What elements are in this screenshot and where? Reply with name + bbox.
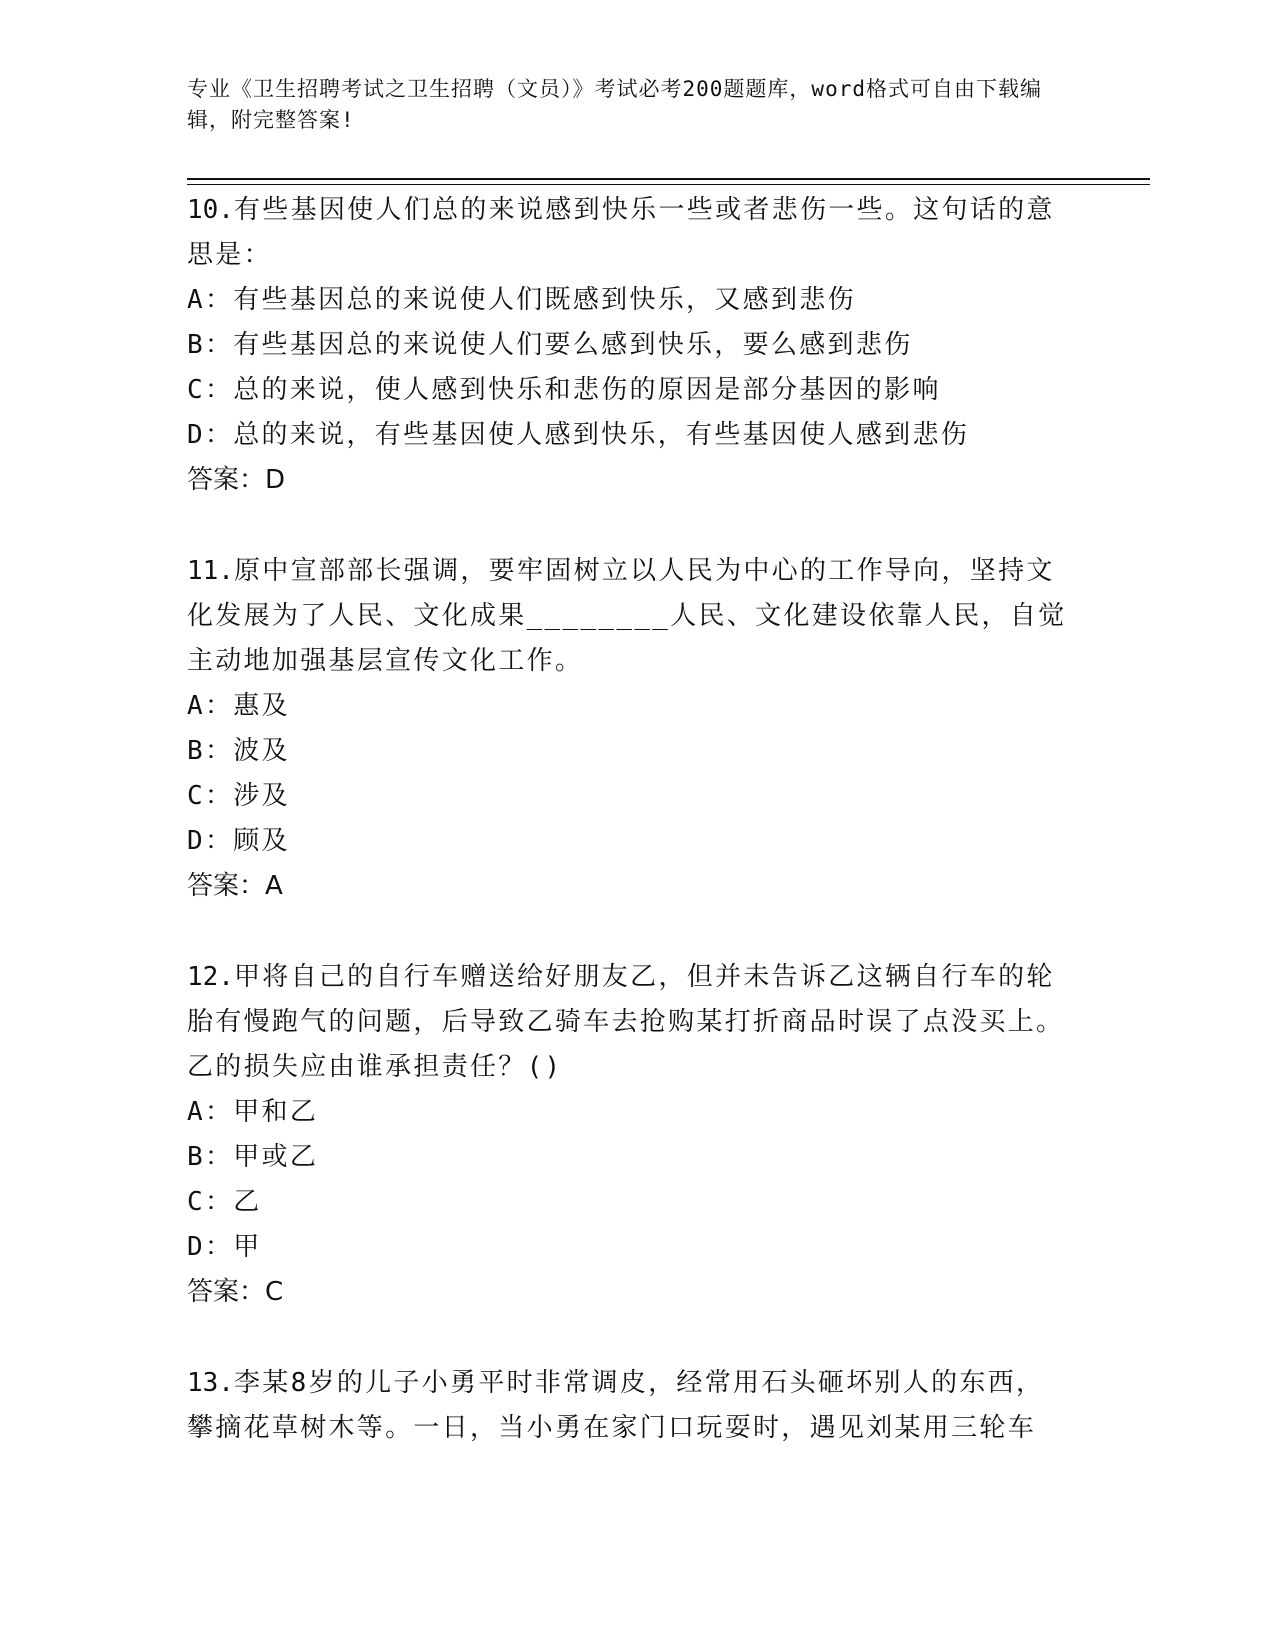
- option-b: B：有些基因总的来说使人们要么感到快乐，要么感到悲伤: [187, 330, 913, 360]
- option-a: A：有些基因总的来说使人们既感到快乐，又感到悲伤: [187, 285, 856, 315]
- question-number: 11.: [187, 556, 234, 586]
- question-stem: [187, 1361, 1067, 1451]
- question-list: [187, 188, 1067, 1497]
- option-a: A：甲和乙: [187, 1097, 319, 1127]
- question-text: 原中宣部部长强调，要牢固树立以人民为中心的工作导向，坚持文化发展为了人民、文化成果________人民、文化建设依靠人民，自觉主动地加强基层宣传文化工作。: [187, 556, 1067, 676]
- question-number: 10.: [187, 195, 234, 225]
- option-c: C：涉及: [187, 781, 290, 811]
- option-a: A：惠及: [187, 691, 290, 721]
- question-text: 甲将自己的自行车赠送给好朋友乙，但并未告诉乙这辆自行车的轮胎有慢跑气的问题，后导致乙骑车去抢购某打折商品时误了点没买上。乙的损失应由谁承担责任？(): [187, 962, 1065, 1082]
- question-stem: [187, 955, 1067, 1090]
- header-divider-thin: [187, 184, 1150, 185]
- question-12: [187, 955, 1067, 1315]
- question-stem: [187, 549, 1067, 684]
- answer-line: 答案：C: [187, 1277, 284, 1307]
- option-d: D：总的来说，有些基因使人感到快乐，有些基因使人感到悲伤: [187, 420, 970, 450]
- question-number: 13.: [187, 1368, 234, 1398]
- option-c: C：总的来说，使人感到快乐和悲伤的原因是部分基因的影响: [187, 375, 941, 405]
- answer-line: 答案：D: [187, 465, 286, 495]
- question-number: 12.: [187, 962, 234, 992]
- question-11: [187, 549, 1067, 909]
- option-d: D：甲: [187, 1232, 262, 1262]
- question-text: 李某8岁的儿子小勇平时非常调皮，经常用石头砸坏别人的东西，攀摘花草树木等。一日，当小勇在家门口玩耍时，遇见刘某用三轮车: [187, 1368, 1045, 1443]
- question-10: [187, 188, 1067, 503]
- option-b: B：波及: [187, 736, 290, 766]
- option-b: B：甲或乙: [187, 1142, 319, 1172]
- header-divider-thick: [187, 178, 1150, 180]
- document-header: 专业《卫生招聘考试之卫生招聘（文员）》考试必考200题题库，word格式可自由下载编辑，附完整答案!: [187, 77, 1042, 132]
- answer-line: 答案：A: [187, 871, 283, 901]
- option-d: D：顾及: [187, 826, 290, 856]
- question-13: [187, 1361, 1067, 1451]
- question-stem: [187, 188, 1067, 278]
- option-c: C：乙: [187, 1187, 262, 1217]
- question-text: 有些基因使人们总的来说感到快乐一些或者悲伤一些。这句话的意思是：: [187, 195, 1055, 270]
